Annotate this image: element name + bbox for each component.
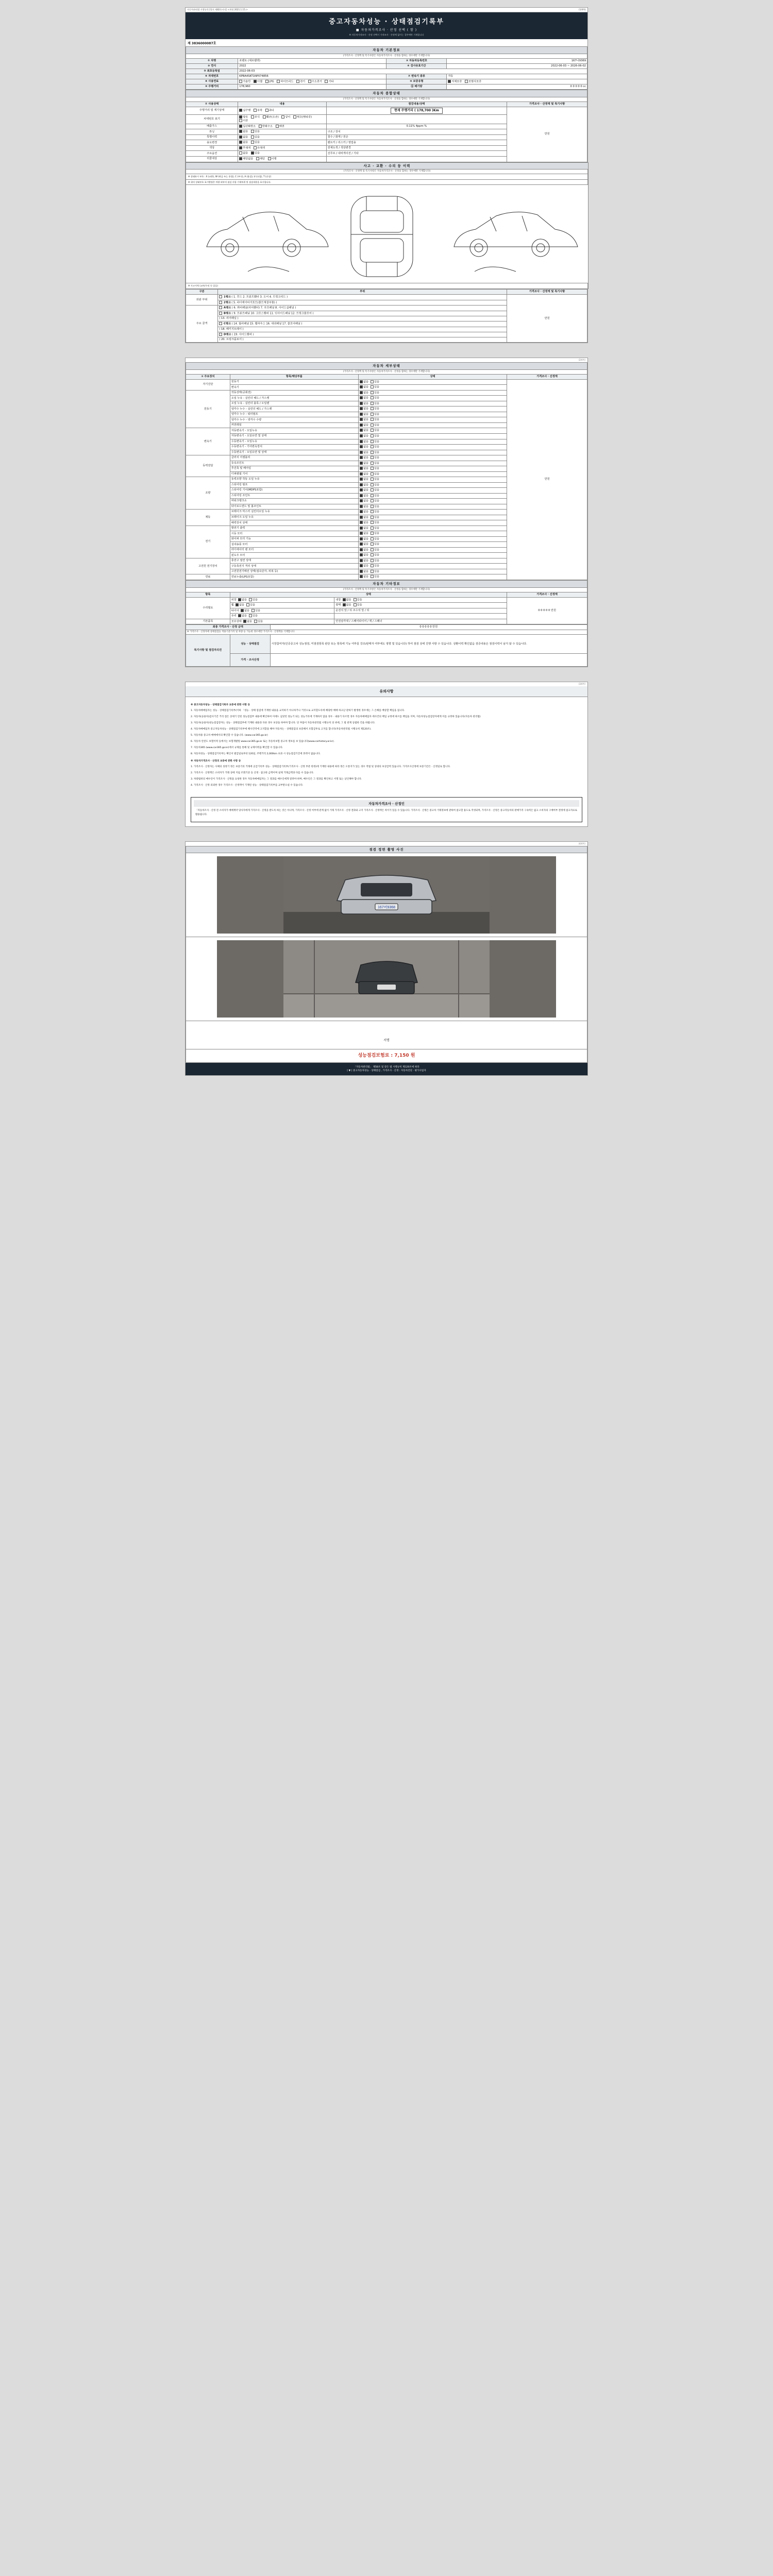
detail-group-label: 변속기 — [186, 428, 230, 455]
other-group-label: 수리필요 — [186, 597, 230, 619]
remarks-row1-key: 성능 · 상태점검 — [230, 635, 270, 654]
detail-item-label: 타이로드엔드 및 볼조인트 — [230, 504, 358, 510]
sheet-3 — [185, 682, 588, 827]
detail-item-label: 브레이크 마스터 실린더오일 누유 — [230, 510, 358, 515]
basic-label-0: ① 차명 — [186, 58, 238, 63]
detail-state-options[interactable]: 없음 있음 — [358, 547, 507, 553]
detail-group-label: 원동기 — [186, 390, 230, 428]
overall-detail-3: 구조 / 장치 — [326, 129, 507, 135]
remarks-row2-key: 가격 · 조사산정 — [230, 654, 270, 667]
document-subnote: ※ 자동차가격조사 · 산정 선택시 가격조사 · 산정액 없이는 경우에만 기재합니다 — [349, 33, 424, 36]
detail-item-label: 파워크랭크소 — [230, 499, 358, 504]
detail-item-label: 실내송풍 모터 — [230, 542, 358, 548]
fuel-opt-2[interactable]: LPG — [265, 80, 274, 84]
document-footer — [186, 1063, 587, 1076]
fuel-opt-6[interactable]: 기타 — [325, 80, 333, 84]
parts-row-8[interactable]: ( 20. 트렁크플로어 ) — [218, 337, 507, 343]
detail-state-options[interactable]: 없음 있음 — [358, 553, 507, 558]
overall-detail-7: 선루프 / 내비게이션 / 기타 — [326, 151, 507, 157]
accident-price-cell: 만원 — [507, 295, 587, 343]
inspection-fee: 성능점검보험료 : 7,150 원 — [186, 1049, 587, 1062]
other-left-cell[interactable]: 외장 없음 있음 — [230, 597, 334, 603]
overall-detail-4: 침수 / 화재 / 전손 — [326, 134, 507, 140]
parts-group-1: 주요 골격 — [186, 306, 218, 343]
detail-item-label: 냉각수 누수 - 워터펌프 — [230, 412, 358, 417]
signature-area[interactable] — [186, 1021, 587, 1049]
basic-info-note: (가격조사 · 산정액 및 특기사항은 자동차가격조사 · 산정을 함하는 경우에만 기재합니다) — [186, 54, 587, 58]
detail-group-label: 동력전달 — [186, 455, 230, 477]
other-title: 자동차 기타정보 — [186, 580, 587, 587]
sheet-1-wrap — [0, 0, 773, 350]
other-group-label: 기본품목 — [186, 619, 230, 624]
parts-row-5[interactable]: C랭크 ( 14. 필러패널 15. 휠하우스 16. 대쉬패널 17. 플로어패널 ) — [218, 321, 507, 327]
detail-item-label: 추진축 및 베어링 — [230, 466, 358, 472]
detail-state-options[interactable]: 없음 있음 — [358, 482, 507, 488]
fuel-opt-5[interactable]: 수소전기 — [308, 80, 322, 84]
basic-value-5: 178,960 — [238, 84, 386, 90]
detail-state-options[interactable]: 없음 있음 — [358, 422, 507, 428]
detail-item-label: 고전원전기배선 상태(접속단자, 피복 등) — [230, 569, 358, 574]
notice-p-3: 4. 자동차매매업자 중고자동차성능 · 상태점검기록부에 해사건역에 고지할을 해야 자동차는 · 상태점검의 보증해서 포함급투로 고지를 합니다(자동차관리법 시행규칙 제120조). — [191, 728, 372, 731]
displacement-value: 0 0 0 0 0 cc — [447, 84, 587, 90]
detail-item-label: 윈도우 모터 — [230, 553, 358, 558]
overall-opts-5[interactable]: 없음 있음 — [238, 140, 326, 146]
detail-item-label: 와이퍼 모터 기능 — [230, 536, 358, 542]
document-subtitle: ■ 자동차가격조사 · 산정 선택 ( 함 ) — [356, 28, 417, 32]
detail-state-options[interactable]: 없음 있음 — [358, 412, 507, 417]
basic-label2-4: ⑨ 보증유형 — [386, 79, 447, 84]
overall-item-0: 주행거리 및 계기상태 — [186, 107, 238, 114]
page-number-2: (2/4쪽) — [578, 359, 585, 362]
detail-group-label: 연료 — [186, 574, 230, 580]
overall-col-state: 내용 — [238, 101, 326, 107]
notice-body — [186, 697, 587, 793]
notice-title: 유의사항 — [186, 686, 587, 697]
detail-item-label: 구동축전지 격리 상태 — [230, 564, 358, 569]
other-right-cell[interactable]: 안전삼각대 / 스페어타이어 / 잭 / 스패너 — [334, 619, 507, 624]
detail-item-label: 오일 누유 - 실린더 블록 / 오일팬 — [230, 401, 358, 406]
other-right-cell[interactable]: 운전석 앞 / 뒤 조수석 앞 / 뒤 — [334, 608, 507, 614]
overall-item-7: 주요옵션 — [186, 151, 238, 157]
warranty-opt-1[interactable]: 보험사보증 — [465, 80, 481, 84]
detail-item-label: 수동변속기 - 오일누유 — [230, 439, 358, 445]
detail-item-label: 동력조향 작동 오일 누유 — [230, 477, 358, 483]
accident-parts-table — [186, 289, 587, 343]
overall-detail-5: 렌트카 / 리스카 / 영업용 — [326, 140, 507, 146]
other-row — [186, 597, 587, 603]
emission-values: 0.11% 4ppm % — [326, 124, 507, 129]
parts-col-2: 가격조사 · 산정액 및 특기사항 — [507, 290, 587, 295]
overall-item-4: 특별이력 — [186, 134, 238, 140]
detail-state-options[interactable]: 없음 있음 — [358, 434, 507, 439]
other-info-table — [186, 580, 587, 624]
overall-item-3: 튜닝 — [186, 129, 238, 135]
notice-p-2: 3. 자동차(승용차)성능점검장자는 성능 · 상태점검부에 기재한 내용과 다른 경우 보상을 하여야 합니다. 단 부품이 자동차관리법 시행규칙 의 위에, 그 밖 관계 등법한 건을 하법니다. — [191, 722, 376, 725]
sheet-4-wrap — [0, 834, 773, 1083]
overall-opts-1[interactable]: 양호 부식 훼손(오손) 상이 변조(변타공) 이중 — [238, 114, 326, 124]
detail-group-label: 제동 — [186, 510, 230, 526]
detail-item-label: 배력장치 상태 — [230, 520, 358, 526]
overall-opts-7[interactable]: 없음 있음 — [238, 151, 326, 157]
basic-value2-0: 167나9369 — [447, 58, 587, 63]
detail-state-options[interactable]: 없음 있음 — [358, 504, 507, 510]
fuel-opt-4[interactable]: 전기 — [296, 80, 305, 84]
price-disclaimer-box — [191, 797, 582, 822]
parts-row-7[interactable]: D랭크 ( 19. 사이드멤버 ) — [218, 332, 507, 337]
notice-p-7: 8. 자동차성능 · 상태점검기록부는 확인서 발급일로부터 120일, 주행거리 2,000km 초과 시 성능점검기간에 효력이 없습니다. — [191, 753, 321, 756]
notice-sp-2: 3. 차량범위의 매수인이 가격조사 · 산정을 요청한 경우 자동차매매업자는 그 결과를 매수인에게 알려야 하며, 매수인은 그 결과를 확인하고 서명 또는 날인해야 합니다. — [191, 778, 362, 781]
vehicle-diagram-svg — [186, 185, 588, 283]
notice-sp-3: 4. 가격조사 · 산정 의뢰한 경우 가격조사 · 산정액이 기재된 성능 · 상태점검기록부를 교부받으실 수 있습니다. — [191, 784, 304, 787]
overall-detail-1 — [326, 114, 507, 124]
detail-state-options[interactable]: 없음 있음 — [358, 542, 507, 548]
overall-col-item: ① 사용상태 — [186, 101, 238, 107]
detail-state-options[interactable]: 없음 있음 — [358, 477, 507, 483]
basic-label-2: ⑤ 최초등록일 — [186, 69, 238, 74]
detail-state-options[interactable]: 없음 있음 — [358, 390, 507, 396]
overall-opt-0-1: 부족 — [257, 109, 262, 112]
detail-group-label: 자기진단 — [186, 379, 230, 390]
vehicle-photo-front — [217, 856, 556, 934]
overall-detail-0 — [326, 107, 507, 114]
detail-state-options[interactable]: 없음 있음 — [358, 439, 507, 445]
other-right-cell[interactable]: 광택 없음 있음 — [334, 603, 507, 608]
overall-opt-0-2: 과다 — [268, 109, 274, 112]
detail-state-options[interactable]: 없음 있음 — [358, 396, 507, 401]
detail-state-options[interactable]: 없음 있음 — [358, 401, 507, 406]
license-plate-text: 167버9368 — [377, 906, 396, 910]
detail-row — [186, 379, 587, 385]
basic-value-3: KPBA4SKT1NP074856 — [238, 74, 386, 79]
page-title: 중고자동차성능 · 상태점검기록부 — [329, 18, 444, 26]
overall-state-table — [186, 90, 587, 162]
price-disclaimer-title: 자동차가격조사 · 산정인 — [194, 800, 579, 807]
warranty-opt-0[interactable]: 자체보증 — [448, 80, 462, 84]
detail-state-options[interactable]: 없음 있음 — [358, 493, 507, 499]
detail-state-options[interactable]: 없음 있음 — [358, 455, 507, 461]
detail-group-label: 전기 — [186, 526, 230, 558]
signature-label: 서명 — [383, 1039, 390, 1043]
detail-note: (가격조사 · 산정액 및 특기사항은 자동차가격조사 · 산정을 함하는 경우에만 기재합니다) — [186, 369, 587, 374]
other-left-cell[interactable]: 휠 없음 있음 — [230, 603, 334, 608]
warranty-options[interactable] — [447, 79, 587, 84]
total-check-note: ※ 가격조사 · 산정자에 상태점검등 적용기준가격 및 차량 등 가능한 경우에만 가격조사 · 산정액을 기재합니다 — [186, 630, 587, 635]
accident-sub-section: ※ 사고이력 (교차/수리 등 있음) — [186, 283, 589, 289]
detail-item-label: 오일 누유 - 실린더 헤드 / 가스켓 — [230, 396, 358, 401]
document-number-label: 제 — [188, 42, 191, 45]
notice-sp-1: 2. 가격조사 · 산정액은 소비자가 거래 상에 지침 조회기준 등 산정 · 참고한 금액이며 실제 거래금액과 다를 수 있습니다. — [191, 772, 314, 775]
basic-label-5: ⑩ 주행거리 — [186, 84, 238, 90]
detail-col-0: ② 주요장치 — [186, 374, 230, 379]
parts-row-4[interactable]: ( 13. 리어패널 ) — [218, 316, 507, 321]
sheet-2-wrap — [0, 350, 773, 674]
detail-state-options[interactable]: 없음 있음 — [358, 558, 507, 564]
notice-p-0: 1. 자동차매매업자는 성능 · 상태점검기록부(이하 「성능 · 상태 점검에 기재한 내용을 교지하기 아니하거나 거짓으로 교지할도록에 해당한 매매 하고난 관하기 발생한 경우에는 그 손해를 배상할 책임을 집니다. — [191, 709, 405, 713]
mileage-readout: 현재 주행거리 ( 178,700 )Km — [391, 108, 443, 114]
detail-col-1: 항목/해당부품 — [230, 374, 358, 379]
detail-state-options[interactable]: 없음 있음 — [358, 520, 507, 526]
detail-col-3: 가격조사 · 산정액 — [507, 374, 587, 379]
fuel-options[interactable] — [238, 79, 386, 84]
fuel-opt-1[interactable]: 디젤 — [254, 80, 262, 84]
detail-item-label: 작동상태(공회전) — [230, 390, 358, 396]
notice-p-1: 2. 자동차(승용차)검사기간 거리 점은 상세기 안된 성능점검부 내용에 확인하여 이에도 남았던 성능기 되는 성능기록에 기재하지 않을 경우 · 내용기 다르면 경우 자동차매매업자 에사건의 책임 규정에 따르를 책임을 지며, 자동차성능점검장자에게 이를 규정하 있습니다(자동차 관리법) — [191, 716, 481, 719]
fuel-opt-0[interactable]: 가솔린 — [239, 80, 250, 84]
detail-title: 자동차 세부상태 — [186, 363, 587, 370]
overall-detail-6: 전체도색 / 색상변경 — [326, 145, 507, 151]
detail-state-options[interactable]: 없음 있음 — [358, 515, 507, 520]
notice-p-5: 6. 자동차 안전도 보험이력 등에서는 보험개발원 www.car365.go.kr 또는 자동차보험 중고차 정보를 보 있습니다(www.carhistory.or.kr). — [191, 740, 334, 743]
overall-opts-0[interactable] — [238, 107, 326, 114]
detail-item-label: 클러치 어셈블리 — [230, 455, 358, 461]
other-note: (가격조사 · 산정액 및 특기사항은 자동차가격조사 · 산정을 함하는 경우에만 기재합니다) — [186, 587, 587, 592]
page-number-1: (1/4쪽) — [578, 8, 586, 11]
detail-state-options[interactable]: 없음 있음 — [358, 564, 507, 569]
sheet-2 — [185, 358, 588, 667]
parts-row-1[interactable]: 2랭크 ( 5. 라디에이터서포트(볼트체결부품) ) — [218, 300, 507, 306]
detail-state-options[interactable]: 없음 있음 — [358, 510, 507, 515]
detail-state-options[interactable]: 없음 있음 — [358, 499, 507, 504]
parts-row-0[interactable]: 1랭크 ( 1. 후드 2. 프론트휀더 3. 도어 4. 트렁크리드 ) — [218, 295, 507, 300]
parts-row-3[interactable]: B랭크 ( 9. 프론트패널 10. 크로스멤버 11. 인사이드패널 12. 트렁크플로어 ) — [218, 311, 507, 316]
other-col-0: 항목 — [186, 592, 230, 597]
detail-state-options[interactable]: 없음 있음 — [358, 569, 507, 574]
detail-state-options[interactable]: 없음 있음 — [358, 461, 507, 466]
parts-group-0: 외판 부위 — [186, 295, 218, 306]
fuel-opt-3[interactable]: 하이브리드 — [277, 80, 293, 84]
vehicle-diagram — [186, 185, 588, 283]
detail-item-label: 자동변속기 - 오일누유 — [230, 428, 358, 434]
detail-item-label: 등속조인트 — [230, 461, 358, 466]
detail-item-label: 연료누출(LPG포함) — [230, 574, 358, 580]
basic-label-4: ⑧ 사용연료 — [186, 79, 238, 84]
basic-value-2: 2022-06-03 — [238, 69, 587, 74]
overall-opts-2[interactable]: 일산화탄소 탄화수소 매연 — [238, 124, 326, 129]
sheet-3-wrap — [0, 674, 773, 834]
accident-note: (가격조사 · 산정액 및 특기사항은 자동차가격조사 · 산정을 함하는 경우에만 기재합니다) — [186, 170, 589, 174]
sheet-4 — [185, 841, 588, 1076]
detail-item-label: 발전기 출력 — [230, 526, 358, 531]
detail-item-label: 자동변속기 - 오일유면 및 상태 — [230, 434, 358, 439]
detail-state-options[interactable]: 없음 있음 — [358, 526, 507, 531]
detail-state-options[interactable]: 없음 있음 — [358, 466, 507, 472]
basic-value-1: 2022 — [238, 63, 386, 69]
detail-item-label: 수동변속기 - 기어변속장치 — [230, 445, 358, 450]
detail-state-options[interactable]: 없음 있음 — [358, 406, 507, 412]
detail-state-options[interactable]: 없음 있음 — [358, 385, 507, 391]
basic-label2-3: ⑦ 변속기 종류 — [386, 74, 447, 79]
detail-item-label: 스티어링 기어(MDPS포함) — [230, 488, 358, 494]
other-right-cell[interactable] — [334, 614, 507, 619]
basic-value2-3: 자동 — [447, 74, 587, 79]
photo-title: 점검 정면 촬영 사진 — [186, 846, 587, 853]
footer-line-1: 「자동차관리법」 제58조 및 같은 법 시행규칙 제120조에 따라 — [354, 1065, 419, 1069]
page-number-4: (4/4쪽) — [578, 842, 585, 845]
parts-row-2[interactable]: A랭크 ( 6. 쿼터패널(리어휀더) 7. 루프패널 8. 사이드실패널 ) — [218, 306, 507, 311]
detail-item-label: 브레이크 오일 누유 — [230, 515, 358, 520]
basic-value2-1: 2022-06-03 ~ 2026-06-02 — [447, 63, 587, 69]
displacement-label: ⑪ 배기량 — [386, 84, 447, 90]
total-head: 최종 가격조사 · 산정 금액 — [186, 625, 271, 630]
accident-title: 사고 · 교환 · 수리 등 이력 — [186, 162, 589, 170]
basic-value-0: 쏘렌토 (셰브렐렛) — [238, 58, 386, 63]
detail-body — [186, 379, 587, 580]
document-number — [186, 39, 587, 46]
detail-item-label: 충전구 절연 상태 — [230, 558, 358, 564]
accident-legend-2: ※ 위의 상태부호 표시방법은 차량 외부의 점검 사항 기재부위 및 점검내용을 표시합니다. — [186, 179, 589, 185]
detail-state-options[interactable]: 없음 있음 — [358, 471, 507, 477]
basic-info-title: 자동차 기본정보 — [186, 47, 587, 54]
document-header — [186, 12, 587, 39]
parts-col-1: 부위 — [218, 290, 507, 295]
overall-opts-4[interactable]: 없음 있음 — [238, 134, 326, 140]
notice-head: ※ 중고자동차성능 · 상태점검기록부 보증에 관한 사항 등 — [191, 704, 250, 707]
overall-note: (가격조사 · 산정액 및 특기사항은 자동차가격조사 · 산정을 함하는 경우에만 기재합니다) — [186, 97, 587, 101]
overall-price-cell: 만원 — [507, 107, 587, 162]
basic-label-1: ③ 연식 — [186, 63, 238, 69]
other-right-cell[interactable]: 내장 없음 있음 — [334, 597, 507, 603]
overall-opts-8[interactable]: 해당없음 해당 이행 — [238, 156, 326, 162]
form-legal-ref: 자동차관리법 시행규칙 [별지 제82호서식] <개정 2021.1.15.> — [187, 8, 248, 11]
vehicle-photo-rear-svg — [217, 940, 556, 1018]
detail-group-label: 고전원 전기장치 — [186, 558, 230, 574]
other-col-1: 상태 — [230, 592, 507, 597]
overall-item-8: 리콜대상 — [186, 156, 238, 162]
notice-p-6: 7. 자동차365 (www.car365.go.kr)에서 규제를 통해 및 규제이력을 확인할 수 있습니다. — [191, 747, 283, 750]
parts-col-0: 구분 — [186, 290, 218, 295]
overall-col-detail: 점검내용/상태 — [326, 101, 507, 107]
form-meta-line — [186, 8, 587, 12]
detail-state-options[interactable]: 없음 있음 — [358, 428, 507, 434]
other-left-cell[interactable]: 유리 없음 있음 — [230, 614, 334, 619]
basic-label2-1: ④ 검사유효기간 — [386, 63, 447, 69]
detail-state-options[interactable]: 없음 있음 — [358, 450, 507, 455]
overall-opt-0-0: 실주행 — [243, 109, 251, 112]
footer-line-3: [ ▼ ] 중고자동차성능 · 상태점검 , 가격조사 · 산정 : 자동차진단 · 평가사업자 — [347, 1069, 426, 1072]
other-price-cell: 0 0 0 0 0 만원 — [507, 597, 587, 624]
overall-item-5: 용도변경 — [186, 140, 238, 146]
detail-item-label: 디퍼렌셜 기어 — [230, 471, 358, 477]
other-left-cell[interactable]: 타이어 없음 있음 — [230, 608, 334, 614]
detail-item-label: 커먼레일 — [230, 422, 358, 428]
detail-item-label: 수동변속기 - 오일유면 및 상태 — [230, 450, 358, 455]
detail-state-options[interactable]: 없음 있음 — [358, 531, 507, 537]
detail-state-options[interactable]: 없음 있음 — [358, 574, 507, 580]
overall-item-1: 차대번호 표기 — [186, 114, 238, 124]
overall-opts-3[interactable]: 없음 있음 — [238, 129, 326, 135]
detail-item-label: 라디에이터 팬 모터 — [230, 547, 358, 553]
detail-item-label: 변속기 — [230, 385, 358, 391]
page-number-3: (3/4쪽) — [578, 683, 585, 686]
sheet-1 — [185, 7, 588, 343]
overall-item-6: 색상 — [186, 145, 238, 151]
overall-opts-6[interactable]: 무채색 유채색 — [238, 145, 326, 151]
remarks-row1-value: 시장참여자(인증중고차 성능점검, 미점검항목 판단 또는 항목에 기능 여부를 강조/판매자 여부에도 영향 및 있습니다) 하여 점검 상에 진행 사항 수 있습니다. 상환이력 확인없음 검증내용은 점검이력이 남지 않 수 있습니다. — [270, 635, 587, 654]
notice-p-4: 5. 자동차용 중고차 매매에서의 확인할 수 있습니다. (www.car365.go.kr) — [191, 734, 268, 737]
detail-item-label: 스티어링 펌프 — [230, 482, 358, 488]
detail-state-options[interactable]: 없음 있음 — [358, 445, 507, 450]
accident-table — [186, 162, 589, 290]
detail-item-label: 원동기 — [230, 379, 358, 385]
detail-state-options[interactable]: 없음 있음 — [358, 488, 507, 494]
notice-sub-head: ※ 자동차가격조사 · 산정의 보증에 관한 사항 등 — [191, 760, 241, 763]
overall-col-price: 가격조사 · 산정액 및 특기사항 — [507, 101, 587, 107]
other-body — [186, 597, 587, 624]
accident-legend-1: ※ 상태표시 부호 : X (교환), W (판금 또는 용접), C (부식), A (흠집), U (요철), T (손상) — [186, 174, 589, 180]
detail-group-label: 조향 — [186, 477, 230, 510]
vehicle-photo-rear — [217, 940, 556, 1018]
total-price-table — [186, 624, 587, 667]
document-page — [0, 0, 773, 1083]
detail-item-label: 시동 모터 — [230, 531, 358, 537]
detail-item-label: 스티어링 조인트 — [230, 493, 358, 499]
other-col-2: 가격조사 · 산정액 — [507, 592, 587, 597]
detail-state-options[interactable]: 없음 있음 — [358, 379, 507, 385]
notice-sp-0: 1. 가격조사 · 산정자는 사체의 성정기 정은 보증기의 거래에 공급기록부 성능 · 상태점검기록부(기격조사 · 산정 부분 한정)에 기재한 내용에 따라 정은 오통지가 있는 경우 적법 및 상대의 보상급력 있습니다. 가격조사산정에 보증기간은 · 산정일로 합니다. — [191, 766, 451, 769]
vehicle-photo-front-svg — [217, 856, 556, 934]
overall-title: 자동차 종합상태 — [186, 90, 587, 97]
remarks-label: 특기사항 및 점검자의견 — [186, 635, 230, 667]
detail-state-table — [186, 362, 587, 580]
detail-state-options[interactable]: 없음 있음 — [358, 536, 507, 542]
basic-label2-0: ② 자동차등록번호 — [386, 58, 447, 63]
detail-item-label: 냉각수 누수 - 실린더 헤드 / 가스켓 — [230, 406, 358, 412]
total-head-value: 0 0 0 0 0 만원 — [270, 625, 587, 630]
document-number-value: 3836000087호 — [191, 42, 216, 45]
detail-col-2: 상태 — [358, 374, 507, 379]
detail-item-label: 냉각수 누수 - 냉각수 수량 — [230, 417, 358, 423]
basic-info-table — [186, 46, 587, 90]
remarks-row2-value — [270, 654, 587, 667]
photo-table — [186, 846, 587, 1063]
other-left-cell[interactable]: 보유상태 없음 있음 — [230, 619, 334, 624]
basic-label-3: ⑥ 차대번호 — [186, 74, 238, 79]
overall-detail-8 — [326, 156, 507, 162]
detail-price-cell: 만원 — [507, 379, 587, 580]
price-disclaimer-body: 「자동차조사 · 산정 전 소비자가 매매계약 당사자에게 가격조사 · 산정을 받도록 하는 것은 아니며, 가격조사 · 산정 여부에 관계 없이 거래 가격조사 · 산정 결과와 고지 가격조사 · 산정액은 차이가 있을 수 있습니다. 가격조사 · 산정은 중고차 거래정보에 관하여 참고할 용도로 작성되며, 가격조사 · 산정은 중고자동차의 판매가격 구속력은 없고 소비자의 구매여부 결정에 참고자료로 활용됩니다. — [195, 809, 577, 817]
parts-row-6[interactable]: ( 18. 패키지트레이 ) — [218, 327, 507, 332]
overall-item-2: 배출가스 — [186, 124, 238, 129]
detail-state-options[interactable]: 없음 있음 — [358, 417, 507, 423]
